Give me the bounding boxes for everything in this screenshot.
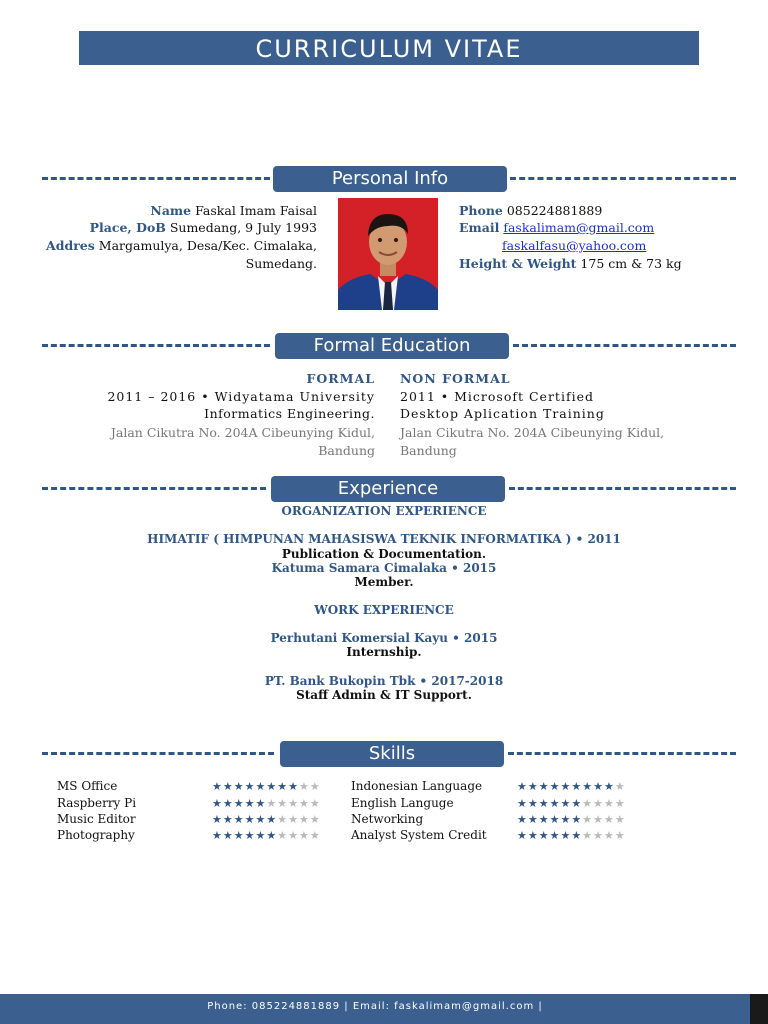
work2-role: Staff Admin & IT Support.	[296, 688, 472, 702]
formal-line1: 2011 – 2016 • Widyatama University	[107, 389, 375, 404]
star-icon: ★	[277, 797, 289, 810]
section-title: Personal Info	[273, 166, 507, 192]
star-icon: ★	[538, 813, 550, 826]
star-icon: ★	[527, 797, 539, 810]
star-icon: ★	[299, 780, 310, 793]
star-icon: ★	[222, 780, 234, 793]
email-link-yahoo[interactable]: faskalfasu@yahoo.com	[502, 238, 647, 253]
work1-role: Internship.	[346, 645, 422, 659]
skill-rating	[517, 813, 626, 826]
star-icon: ★	[288, 813, 299, 826]
nonformal-line2: Desktop Aplication Training	[400, 406, 605, 421]
address-row	[46, 238, 317, 253]
person-icon	[338, 198, 438, 310]
star-icon: ★	[538, 829, 550, 842]
star-icon: ★	[222, 797, 234, 810]
star-icon: ★	[244, 813, 256, 826]
nonformal-address-1: Jalan Cikutra No. 204A Cibeunying Kidul,	[400, 425, 665, 440]
section-title: Formal Education	[275, 333, 509, 359]
star-icon: ★	[614, 829, 626, 842]
star-icon: ★	[309, 797, 321, 810]
skill-rating	[212, 813, 321, 826]
star-icon: ★	[604, 797, 615, 810]
name-value: Faskal Imam Faisal	[195, 203, 317, 218]
star-icon: ★	[593, 829, 604, 842]
star-icon: ★	[549, 797, 561, 810]
star-icon: ★	[517, 780, 528, 793]
star-icon: ★	[582, 797, 594, 810]
skill-name: Music Editor	[57, 812, 136, 826]
star-icon: ★	[277, 813, 289, 826]
section-title: Experience	[271, 476, 505, 502]
section-divider	[510, 177, 736, 180]
skill-rating	[517, 829, 626, 842]
star-icon: ★	[309, 813, 321, 826]
star-icon: ★	[266, 797, 278, 810]
skill-name: Photography	[57, 828, 135, 842]
star-icon: ★	[614, 797, 626, 810]
star-icon: ★	[255, 797, 267, 810]
star-icon: ★	[614, 813, 626, 826]
formal-address-1: Jalan Cikutra No. 204A Cibeunying Kidul,	[110, 425, 375, 440]
skill-rating	[517, 797, 626, 810]
star-icon: ★	[593, 780, 604, 793]
nonformal-line1: 2011 • Microsoft Certified	[400, 389, 594, 404]
skill-name: Indonesian Language	[351, 779, 483, 793]
formal-address-2: Bandung	[318, 443, 375, 458]
nonformal-heading: NON FORMAL	[400, 371, 511, 386]
star-icon: ★	[299, 829, 310, 842]
phone-label: Phone	[459, 203, 503, 218]
star-icon: ★	[266, 829, 278, 842]
star-icon: ★	[288, 780, 299, 793]
star-icon: ★	[549, 780, 561, 793]
star-icon: ★	[244, 797, 256, 810]
address-label: Addres	[46, 238, 95, 253]
star-icon: ★	[233, 780, 245, 793]
section-divider	[513, 344, 736, 347]
phone-value: 085224881889	[506, 203, 603, 218]
email-row-2	[502, 238, 646, 253]
star-icon: ★	[233, 797, 245, 810]
org2-role: Member.	[354, 575, 414, 589]
org2-title: Katuma Samara Cimalaka • 2015	[271, 561, 497, 575]
star-icon: ★	[527, 780, 539, 793]
work2-title: PT. Bank Bukopin Tbk • 2017-2018	[264, 674, 504, 688]
work-experience-heading: WORK EXPERIENCE	[314, 603, 454, 617]
section-divider	[42, 177, 270, 180]
skill-rating	[212, 829, 321, 842]
section-personal-info	[42, 166, 736, 192]
section-title: Skills	[280, 741, 504, 767]
work1-title: Perhutani Komersial Kayu • 2015	[270, 631, 498, 645]
star-icon: ★	[582, 829, 594, 842]
star-icon: ★	[571, 797, 583, 810]
star-icon: ★	[538, 797, 550, 810]
star-icon: ★	[593, 797, 604, 810]
section-skills	[42, 741, 736, 767]
address-value: Margamulya, Desa/Kec. Cimalaka,	[98, 238, 317, 253]
nonformal-address-2: Bandung	[400, 443, 457, 458]
star-icon: ★	[560, 797, 572, 810]
skill-name: English Languge	[351, 796, 454, 810]
star-icon: ★	[549, 813, 561, 826]
star-icon: ★	[255, 780, 267, 793]
star-icon: ★	[560, 780, 572, 793]
height-weight-value: 175 cm & 73 kg	[580, 256, 682, 271]
formal-line2: Informatics Engineering.	[204, 406, 375, 421]
star-icon: ★	[266, 780, 278, 793]
section-divider	[42, 752, 274, 755]
star-icon: ★	[288, 797, 299, 810]
org1-role: Publication & Documentation.	[281, 547, 487, 561]
section-divider	[509, 487, 736, 490]
star-icon: ★	[288, 829, 299, 842]
skill-name: Raspberry Pi	[57, 796, 137, 810]
star-icon: ★	[233, 829, 245, 842]
star-icon: ★	[571, 829, 583, 842]
star-icon: ★	[299, 813, 310, 826]
profile-photo	[338, 198, 438, 310]
star-icon: ★	[277, 829, 289, 842]
dob-value: Sumedang, 9 July 1993	[169, 220, 317, 235]
star-icon: ★	[255, 829, 267, 842]
star-icon: ★	[527, 813, 539, 826]
star-icon: ★	[517, 829, 528, 842]
star-icon: ★	[212, 813, 223, 826]
email-row	[459, 220, 654, 235]
star-icon: ★	[266, 813, 278, 826]
section-divider	[42, 487, 266, 490]
skill-rating	[212, 797, 321, 810]
dob-label: Place, DoB	[89, 220, 166, 235]
star-icon: ★	[527, 829, 539, 842]
formal-heading: FORMAL	[306, 371, 375, 386]
height-weight-label: Height & Weight	[459, 256, 577, 271]
star-icon: ★	[277, 780, 289, 793]
section-formal-education	[42, 333, 736, 359]
star-icon: ★	[222, 813, 234, 826]
skill-name: Analyst System Credit	[351, 828, 487, 842]
star-icon: ★	[571, 780, 583, 793]
dob-row	[90, 220, 317, 235]
star-icon: ★	[244, 780, 256, 793]
phone-row	[459, 203, 602, 218]
star-icon: ★	[614, 780, 626, 793]
star-icon: ★	[560, 813, 572, 826]
org1-title: HIMATIF ( HIMPUNAN MAHASISWA TEKNIK INFORMATIKA ) • 2011	[147, 532, 621, 546]
section-divider	[42, 344, 270, 347]
section-experience	[42, 476, 736, 502]
email-link-gmail[interactable]: faskalimam@gmail.com	[503, 220, 655, 235]
footer-edge	[750, 994, 768, 1024]
star-icon: ★	[212, 797, 223, 810]
star-icon: ★	[604, 829, 615, 842]
section-divider	[508, 752, 736, 755]
skill-rating	[517, 780, 626, 793]
star-icon: ★	[517, 797, 528, 810]
footer-contact: Phone: 085224881889 | Email: faskalimam@gmail.com |	[0, 994, 750, 1024]
star-icon: ★	[222, 829, 234, 842]
skill-name: Networking	[351, 812, 424, 826]
star-icon: ★	[582, 813, 594, 826]
star-icon: ★	[309, 829, 321, 842]
star-icon: ★	[299, 797, 310, 810]
star-icon: ★	[255, 813, 267, 826]
height-weight-row	[459, 256, 682, 271]
star-icon: ★	[582, 780, 594, 793]
name-row	[150, 203, 317, 218]
star-icon: ★	[212, 780, 223, 793]
star-icon: ★	[560, 829, 572, 842]
address-row-2: Sumedang.	[245, 256, 317, 271]
cv-title: CURRICULUM VITAE	[79, 31, 699, 65]
star-icon: ★	[604, 780, 615, 793]
star-icon: ★	[604, 813, 615, 826]
org-experience-heading: ORGANIZATION EXPERIENCE	[281, 504, 487, 518]
name-label: Name	[150, 203, 192, 218]
star-icon: ★	[593, 813, 604, 826]
star-icon: ★	[517, 813, 528, 826]
star-icon: ★	[309, 780, 321, 793]
email-label: Email	[459, 220, 500, 235]
skill-rating	[212, 780, 321, 793]
star-icon: ★	[571, 813, 583, 826]
skill-name: MS Office	[57, 779, 118, 793]
star-icon: ★	[538, 780, 550, 793]
star-icon: ★	[549, 829, 561, 842]
star-icon: ★	[212, 829, 223, 842]
star-icon: ★	[233, 813, 245, 826]
star-icon: ★	[244, 829, 256, 842]
